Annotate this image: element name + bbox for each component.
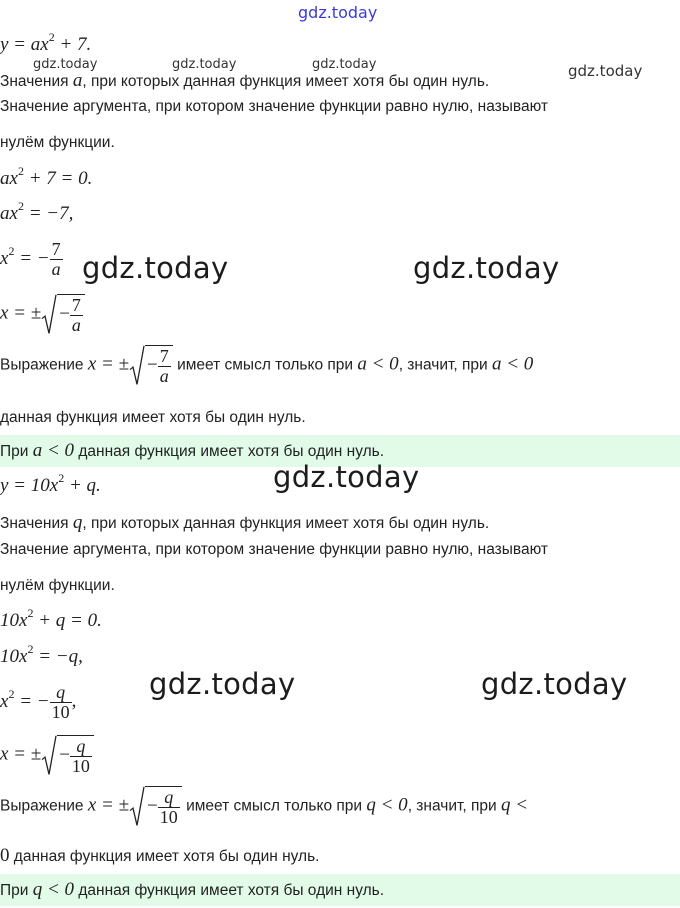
equation-2-4: x = ± − $\frac{q}{10}$: [0, 735, 94, 776]
watermark: gdz.today: [33, 57, 98, 72]
sqrt: − $\frac{7}{a}$: [41, 294, 85, 335]
frac-den: a: [51, 259, 61, 279]
equation-2-3: $x^2$ = − $\frac{q}{10}$ ,: [0, 682, 77, 722]
explanation-2-line2: 0 данная функция имеет хотя бы один нуль.: [0, 845, 320, 866]
function-2: $y = 10x^2 + q$.: [0, 471, 101, 496]
watermark: gdz.today: [273, 460, 420, 494]
explanation-2: Выражение x = ± − $\frac{q}{10}$ имеет смысл только при q < 0, значит, при q <: [0, 787, 529, 827]
watermark: gdz.today: [413, 251, 560, 285]
explanation-1: Выражение x = ± − $\frac{7}{a}$ имеет смысл только при a < 0, значит, при a < 0: [0, 346, 534, 386]
equation-2-2: $10x^2 = -q$,: [0, 642, 83, 667]
answer-1: При a < 0 данная функция имеет хотя бы один нуль.: [0, 440, 385, 461]
equation-1-2: $ax^2 = -7$,: [0, 199, 74, 224]
question-suffix: , при которых данная функция имеет хотя бы один нуль.: [82, 73, 490, 90]
question-var: a: [72, 70, 83, 91]
definition-1-line2: нулём функции.: [0, 134, 115, 151]
definition-2-line1: Значение аргумента, при котором значение функции равно нулю, называют: [0, 541, 548, 558]
question-1: [0, 71, 489, 92]
watermark: gdz.today: [172, 57, 237, 72]
equation-1-4: [0, 294, 85, 335]
watermark: gdz.today: [568, 62, 643, 80]
watermark: gdz.today: [82, 251, 229, 285]
question-2: Значения q, при которых данная функция имеет хотя бы один нуль.: [0, 512, 490, 533]
watermark: gdz.today: [481, 667, 628, 701]
equation-2-1: $10x^2 + q = 0$.: [0, 606, 102, 631]
equation-1-1: $ax^2 + 7 = 0$.: [0, 164, 93, 189]
definition-2-line2: нулём функции.: [0, 577, 115, 594]
explanation-1-line2: данная функция имеет хотя бы один нуль.: [0, 409, 306, 426]
frac-num: 7: [51, 239, 61, 259]
answer-2: При q < 0 данная функция имеет хотя бы один нуль.: [0, 879, 385, 900]
watermark: gdz.today: [149, 667, 296, 701]
equation-1-3: $x^2$ = − $\frac{7}{a}$: [0, 239, 61, 279]
function-1: $y = ax^2 + 7$.: [0, 30, 92, 55]
definition-1-line1: Значение аргумента, при котором значение функции равно нулю, называют: [0, 98, 548, 115]
question-prefix: Значения: [0, 73, 73, 90]
eq-lhs: x = ±: [0, 302, 42, 324]
watermark-top: gdz.today: [298, 3, 378, 22]
watermark: gdz.today: [312, 57, 377, 72]
